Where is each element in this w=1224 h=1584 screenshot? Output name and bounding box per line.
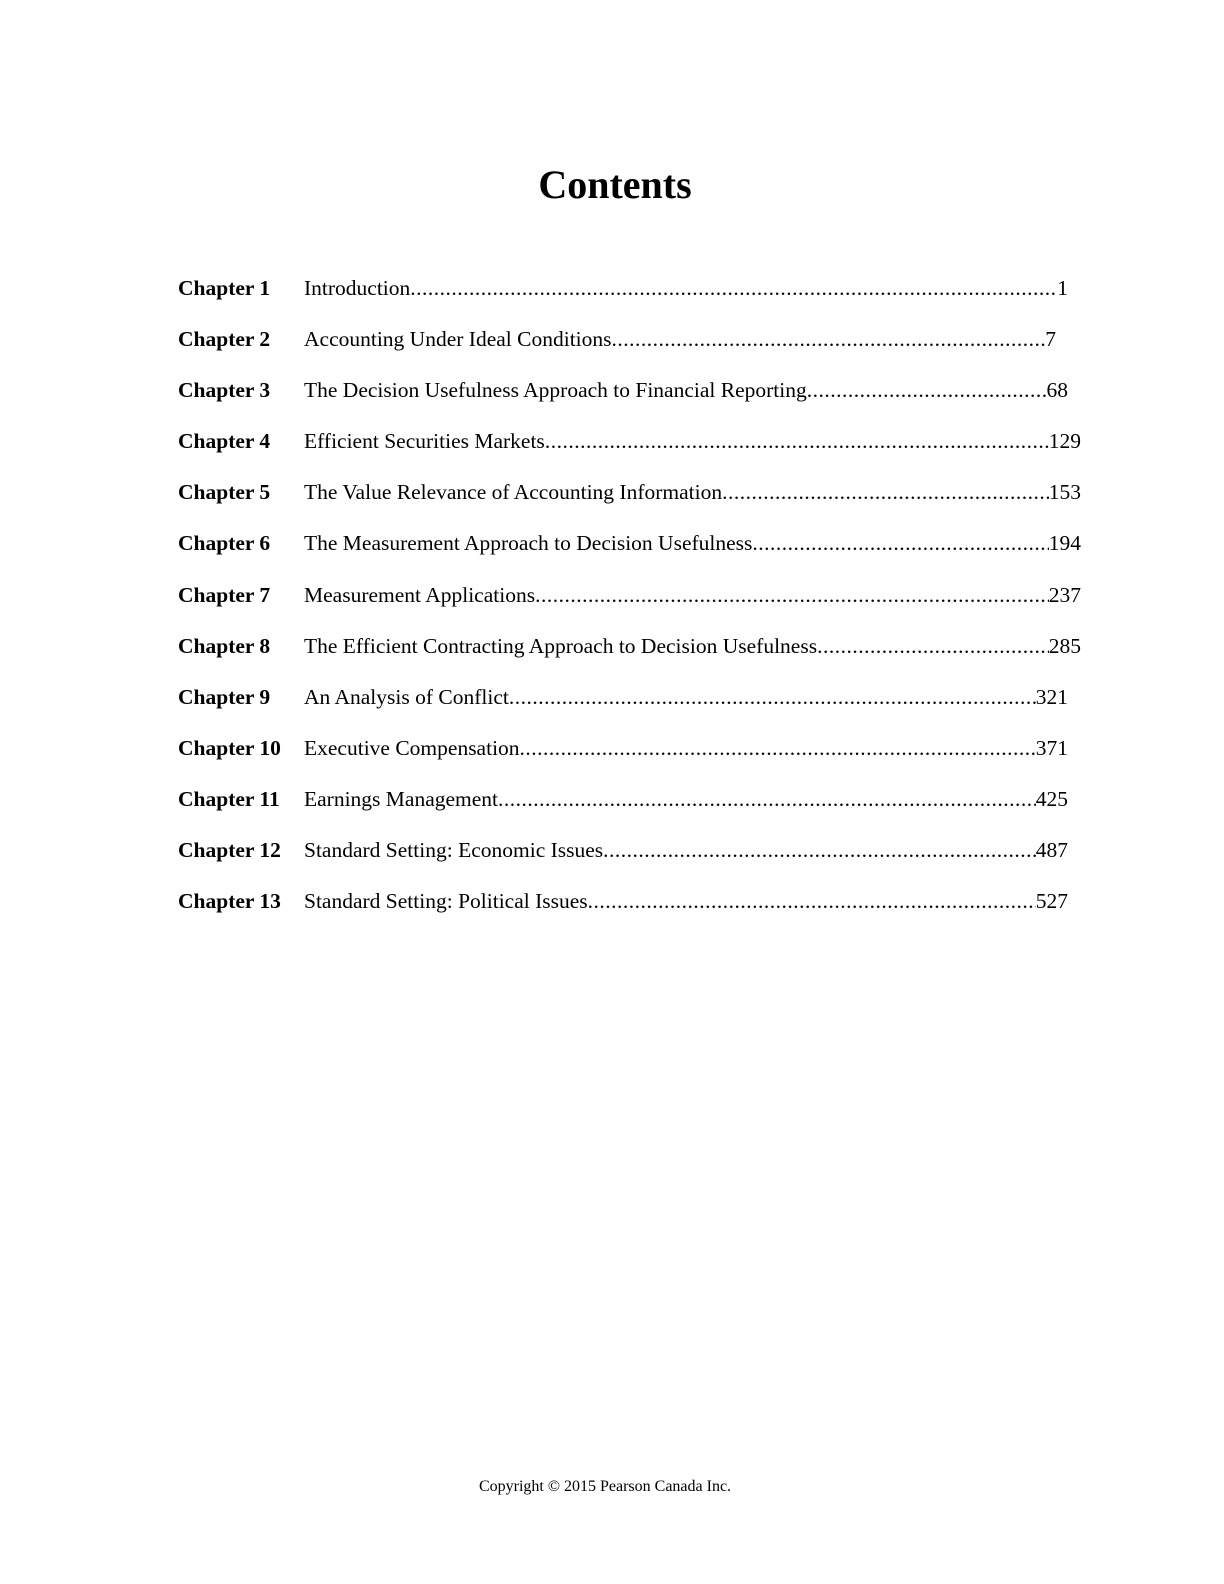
toc-title: The Measurement Approach to Decision Usefulness bbox=[304, 525, 752, 561]
toc-page-number: 321 bbox=[1035, 684, 1068, 709]
toc-entry bbox=[304, 270, 1068, 306]
toc-entry bbox=[304, 679, 1068, 715]
toc-chapter-label: Chapter 13 bbox=[178, 889, 281, 914]
toc-leader-dots bbox=[612, 321, 1046, 357]
toc-chapter-label: Chapter 7 bbox=[178, 582, 271, 607]
toc-entry bbox=[304, 474, 1081, 510]
toc-entry bbox=[304, 730, 1068, 766]
toc-page-number: 1 bbox=[1057, 276, 1068, 300]
toc-entry bbox=[304, 372, 1068, 408]
toc-title: Executive Compensation bbox=[304, 730, 520, 766]
toc-leader-dots bbox=[509, 679, 1036, 715]
toc-title: The Decision Usefulness Approach to Financial Reporting bbox=[304, 372, 807, 408]
toc-chapter-label: Chapter 12 bbox=[178, 838, 281, 863]
toc-title: An Analysis of Conflict bbox=[304, 679, 509, 715]
toc-title: Efficient Securities Markets bbox=[304, 423, 545, 459]
toc-title: Standard Setting: Political Issues bbox=[304, 883, 588, 919]
toc-entry bbox=[304, 423, 1081, 459]
copyright-footer: Copyright © 2015 Pearson Canada Inc. bbox=[478, 1478, 732, 1495]
toc-chapter-label: Chapter 9 bbox=[178, 684, 271, 709]
toc-leader-dots bbox=[410, 270, 1057, 306]
toc-row-chapter-5[interactable] bbox=[178, 474, 1081, 525]
toc-page-number: 68 bbox=[1046, 378, 1068, 403]
toc-page-number: 7 bbox=[1045, 327, 1056, 352]
table-of-contents bbox=[178, 270, 1081, 934]
toc-title: Introduction bbox=[304, 270, 410, 306]
page-title: Contents bbox=[538, 161, 692, 207]
toc-title: Measurement Applications bbox=[304, 577, 535, 613]
toc-chapter-label: Chapter 1 bbox=[178, 276, 271, 300]
toc-row-chapter-3[interactable] bbox=[178, 372, 1068, 423]
toc-page-number: 371 bbox=[1035, 735, 1068, 760]
toc-row-chapter-9[interactable] bbox=[178, 679, 1068, 730]
toc-leader-dots bbox=[520, 730, 1036, 766]
toc-leader-dots bbox=[603, 832, 1036, 868]
toc-title: Earnings Management bbox=[304, 781, 498, 817]
toc-title: The Efficient Contracting Approach to Decision Usefulness bbox=[304, 628, 817, 664]
toc-page-number: 194 bbox=[1048, 531, 1081, 556]
toc-chapter-label: Chapter 10 bbox=[178, 735, 281, 760]
toc-row-chapter-4[interactable] bbox=[178, 423, 1081, 474]
toc-entry bbox=[304, 628, 1081, 664]
toc-row-chapter-7[interactable] bbox=[178, 577, 1081, 628]
toc-row-chapter-8[interactable] bbox=[178, 628, 1081, 679]
toc-title: The Value Relevance of Accounting Information bbox=[304, 474, 722, 510]
toc-row-chapter-10[interactable] bbox=[178, 730, 1068, 781]
toc-page-number: 237 bbox=[1048, 582, 1081, 607]
toc-row-chapter-13[interactable] bbox=[178, 883, 1068, 934]
toc-page-number: 285 bbox=[1048, 633, 1081, 658]
toc-entry bbox=[304, 832, 1068, 868]
toc-entry bbox=[304, 781, 1068, 817]
toc-row-chapter-1[interactable] bbox=[178, 270, 1068, 321]
toc-entry bbox=[304, 577, 1081, 613]
toc-page-number: 153 bbox=[1048, 480, 1081, 505]
toc-row-chapter-6[interactable] bbox=[178, 525, 1081, 576]
toc-row-chapter-12[interactable] bbox=[178, 832, 1068, 883]
toc-leader-dots bbox=[545, 423, 1049, 459]
toc-leader-dots bbox=[752, 525, 1048, 561]
toc-leader-dots bbox=[722, 474, 1049, 510]
toc-leader-dots bbox=[807, 372, 1047, 408]
toc-chapter-label: Chapter 3 bbox=[178, 378, 271, 403]
toc-chapter-label: Chapter 8 bbox=[178, 633, 271, 658]
toc-title: Standard Setting: Economic Issues bbox=[304, 832, 603, 868]
toc-page-number: 527 bbox=[1035, 889, 1068, 914]
toc-leader-dots bbox=[588, 883, 1036, 919]
toc-leader-dots bbox=[535, 577, 1049, 613]
toc-row-chapter-2[interactable] bbox=[178, 321, 1056, 372]
toc-entry bbox=[304, 525, 1081, 561]
toc-leader-dots bbox=[498, 781, 1036, 817]
toc-chapter-label: Chapter 6 bbox=[178, 531, 271, 556]
toc-chapter-label: Chapter 4 bbox=[178, 429, 271, 454]
toc-title: Accounting Under Ideal Conditions bbox=[304, 321, 612, 357]
toc-chapter-label: Chapter 5 bbox=[178, 480, 271, 505]
toc-chapter-label: Chapter 2 bbox=[178, 327, 271, 352]
toc-page-number: 425 bbox=[1035, 786, 1068, 811]
toc-page-number: 129 bbox=[1048, 429, 1081, 454]
toc-chapter-label: Chapter 11 bbox=[178, 786, 280, 811]
toc-row-chapter-11[interactable] bbox=[178, 781, 1068, 832]
toc-entry bbox=[304, 883, 1068, 919]
toc-entry bbox=[304, 321, 1056, 357]
toc-leader-dots bbox=[817, 628, 1049, 664]
toc-page-number: 487 bbox=[1035, 838, 1068, 863]
